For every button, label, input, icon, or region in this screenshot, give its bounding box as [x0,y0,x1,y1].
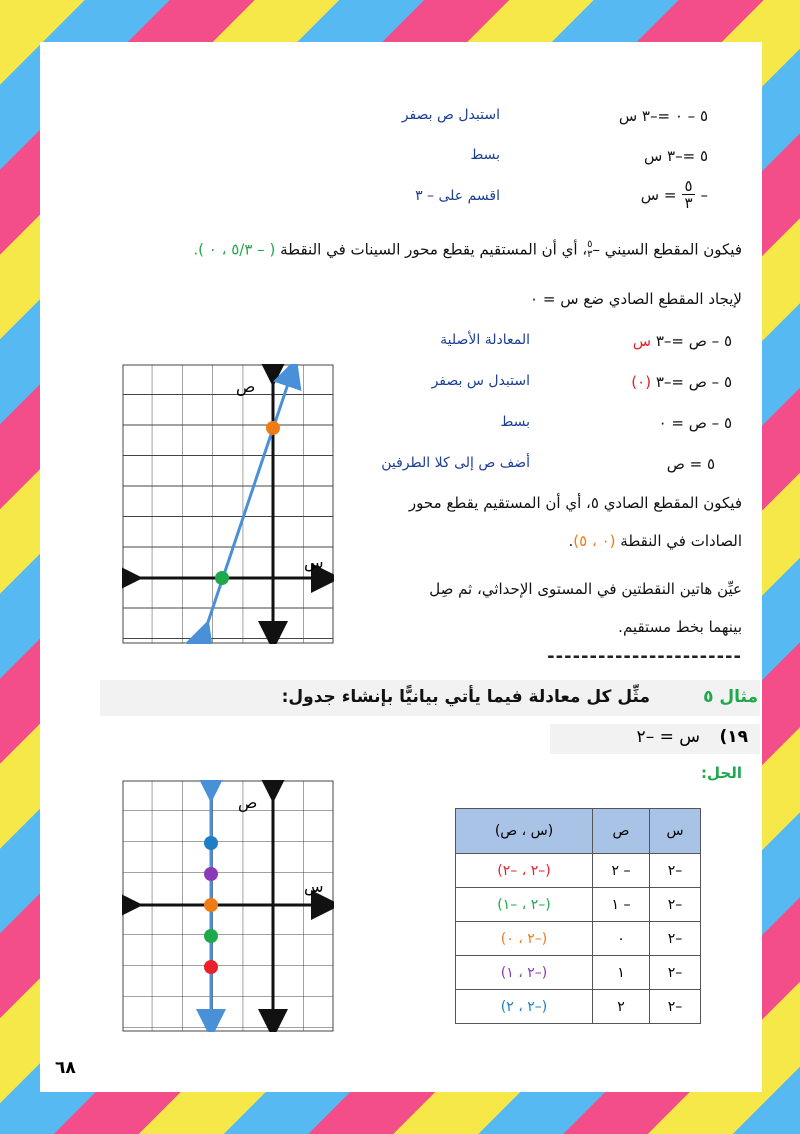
cell-y: ٢ [593,990,650,1024]
eq-rhs: = س [640,185,677,204]
graph-1 [122,364,334,644]
eq-minus: – [700,185,708,204]
step-label-3: اقسم على – ٣ [415,188,500,204]
cell-pair: (–٢ ، –١) [456,888,593,922]
conclusion2-pre: الصادات في النقطة [620,532,742,550]
y-intercept-intro: لإيجاد المقطع الصادي ضع س = ٠ [530,290,742,308]
cell-pair: (–٢ ، –٢) [456,854,593,888]
cell-x: –٢ [650,922,701,956]
cell-x: –٢ [650,956,701,990]
graph-1-point-y-intercept [266,421,280,435]
eq-y-row-3: ٥ – ص = ٠ [658,414,732,432]
header-y: ص [593,809,650,854]
eq-y-b: س [632,332,652,350]
point-close: ). [193,240,204,259]
header-pair: (س ، ص) [456,809,593,854]
graph-2-point-green [204,929,218,943]
conclusion2-end: . [568,532,574,550]
eq-y-row-4: ٥ = ص [666,455,715,473]
x-intercept-point [193,241,275,259]
cell-x: –٢ [650,888,701,922]
cell-pair: (–٢ ، ١) [456,956,593,990]
cell-y: – ١ [593,888,650,922]
problem-equation: س = –٢ [636,727,700,747]
instruction-1: عيِّن هاتين النقطتين في المستوى الإحداثي، ثم صِل [429,580,742,598]
values-table [455,808,701,1024]
graph-2-x-label: س [304,877,324,896]
header-x: س [650,809,701,854]
eq-y-a: ٥ – ص =–٣ [655,373,732,391]
step-y-label-4: أضف ص إلى كلا الطرفين [381,455,530,471]
solution-label: الحل: [701,764,742,782]
table-header-row [456,809,701,854]
step-label-2: بسط [470,147,500,163]
cell-y: – ٢ [593,854,650,888]
step-y-label-1: المعادلة الأصلية [440,332,530,348]
table-row [456,990,701,1024]
eq-row-2: ٥ =–٣ س [643,147,708,165]
inline-frac-num: ٥ [587,239,593,250]
table-row [456,888,701,922]
point-coords: – ٥/٣ ، ٠ [208,240,265,259]
graph-2 [122,780,334,1032]
divider: ----------------------- [547,646,742,667]
cell-pair: (–٢ ، ٠) [456,922,593,956]
eq-row-3 [641,178,708,211]
table-row [456,922,701,956]
cell-y: ١ [593,956,650,990]
y-intercept-point: (٠ ، ٥) [573,532,616,550]
example-title: مثال ٥ [703,687,758,707]
eq-y-b: (٠) [631,373,652,391]
step-y-label-2: استبدل س بصفر [431,373,530,389]
graph-1-grid [123,365,333,643]
cell-x: –٢ [650,854,701,888]
cell-pair: (–٢ ، ٢) [456,990,593,1024]
graph-2-point-orange [204,898,218,912]
point-open: ( [269,240,276,259]
fraction [682,178,694,211]
eq-text: ٥ – ٠ =–٣ س [618,107,708,125]
fraction-den: ٣ [684,194,693,212]
graph-2-point-red [204,960,218,974]
eq-y-a: ٥ – ص =–٣ [655,332,732,350]
instruction-2: بينهما بخط مستقيم. [618,618,742,636]
cell-x: –٢ [650,990,701,1024]
example-text: مثِّل كل معادلة فيما يأتي بيانيًّا بإنشاء جدول: [281,687,650,707]
inline-frac-den: ٣ [587,249,593,260]
table-row [456,956,701,990]
problem-number: ١٩) [719,727,748,747]
step-label-1: استبدل ص بصفر [401,107,500,123]
conclusion-pre: فيكون المقطع السيني – [592,240,742,259]
graph-2-y-label: ص [238,793,258,812]
fraction-num: ٥ [684,177,693,195]
graph-1-x-label: س [304,553,324,572]
graph-2-point-blue [204,836,218,850]
graph-1-y-label: ص [236,377,256,396]
page-number: ٦٨ [55,1058,76,1078]
y-intercept-conclusion-1: فيكون المقطع الصادي ٥، أي أن المستقيم يقطع محور [408,494,742,512]
step-y-label-3: بسط [500,414,530,430]
table-row [456,854,701,888]
eq-row-1 [619,107,708,125]
graph-1-point-x-intercept [215,571,229,585]
cell-y: ٠ [593,922,650,956]
y-intercept-conclusion-2 [569,532,743,550]
conclusion-mid: ، أي أن المستقيم يقطع محور السينات في النقطة [280,240,588,259]
eq-y-row-1 [633,332,732,350]
eq-y-row-2 [631,373,732,391]
graph-2-point-purple [204,867,218,881]
x-intercept-conclusion [193,240,742,260]
